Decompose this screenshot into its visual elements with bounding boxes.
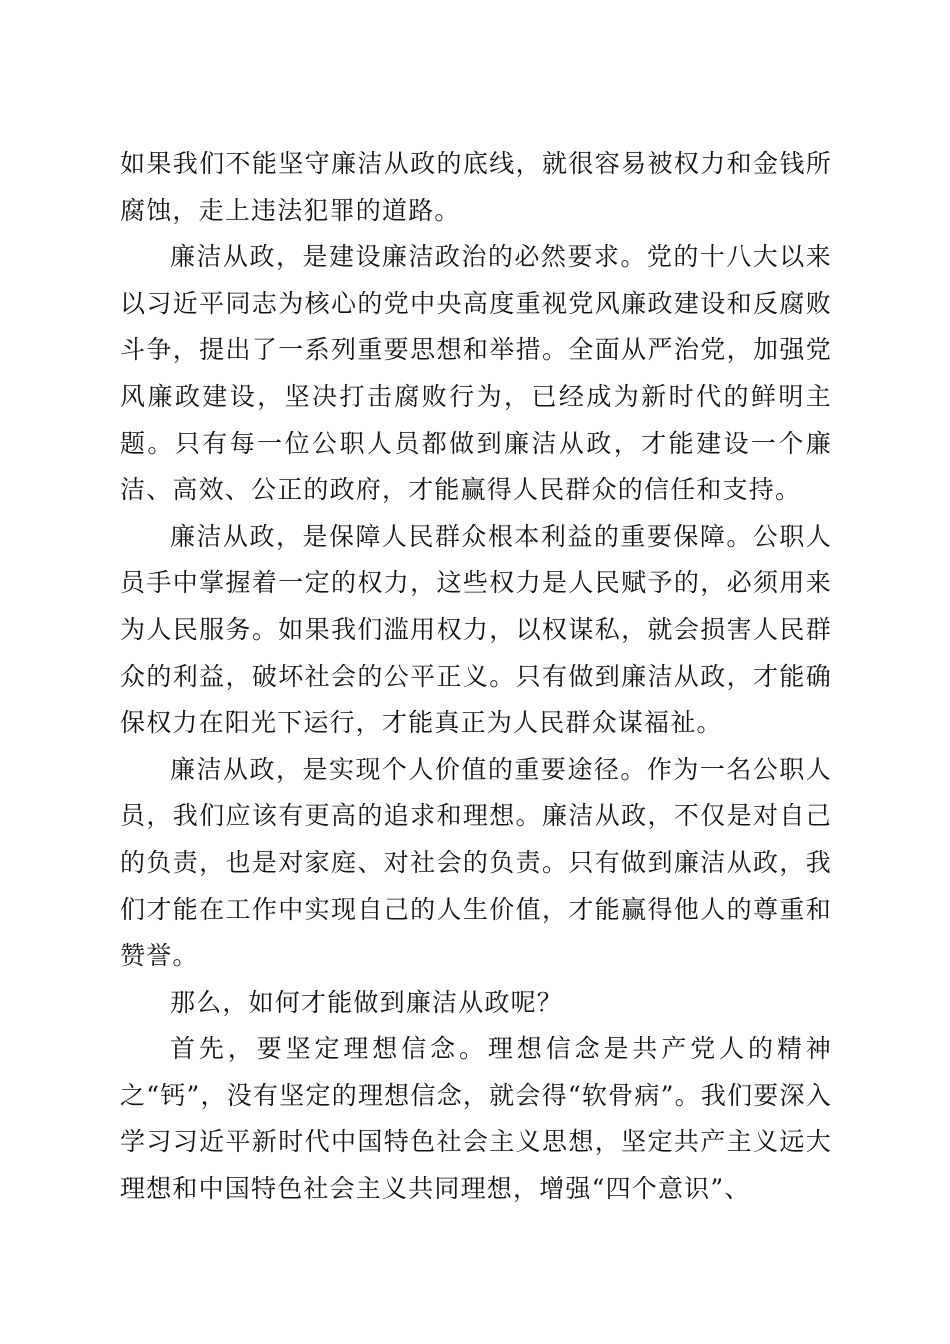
- paragraph-personal-value: 廉洁从政，是实现个人价值的重要途径。作为一名公职人员，我们应该有更高的追求和理想。廉洁从政，不仅是对自己的负责，也是对家庭、对社会的负责。只有做到廉洁从政，我们才能在工作中实现自己的人生价值，才能赢得他人的尊重和赞誉。: [120, 754, 832, 971]
- paragraph-clean-politics: 廉洁从政，是建设廉洁政治的必然要求。党的十八大以来以习近平同志为核心的党中央高度重视党风廉政建设和反腐败斗争，提出了一系列重要思想和举措。全面从严治党，加强党风廉政建设，坚决打击腐败行为，已经成为新时代的鲜明主题。只有每一位公职人员都做到廉洁从政，才能建设一个廉洁、高效、公正的政府，才能赢得人民群众的信任和支持。: [120, 242, 832, 505]
- paragraph-firstly: 首先，要坚定理想信念。理想信念是共产党人的精神之“钙”，没有坚定的理想信念，就会得“软骨病”。我们要深入学习习近平新时代中国特色社会主义思想，坚定共产主义远大理想和中国特色社会主义共同理想，增强“四个意识”、: [120, 1034, 832, 1204]
- document-body: [120, 141, 832, 1213]
- paragraph-continuation: 如果我们不能坚守廉洁从政的底线，就很容易被权力和金钱所腐蚀，走上违法犯罪的道路。: [120, 149, 832, 225]
- paragraph-question: 那么，如何才能做到廉洁从政呢？: [170, 987, 564, 1017]
- paragraph-people-interests: 廉洁从政，是保障人民群众根本利益的重要保障。公职人员手中掌握着一定的权力，这些权力是人民赋予的，必须用来为人民服务。如果我们滥用权力，以权谋私，就会损害人民群众的利益，破坏社会的公平正义。只有做到廉洁从政，才能确保权力在阳光下运行，才能真正为人民群众谋福祉。: [120, 521, 832, 738]
